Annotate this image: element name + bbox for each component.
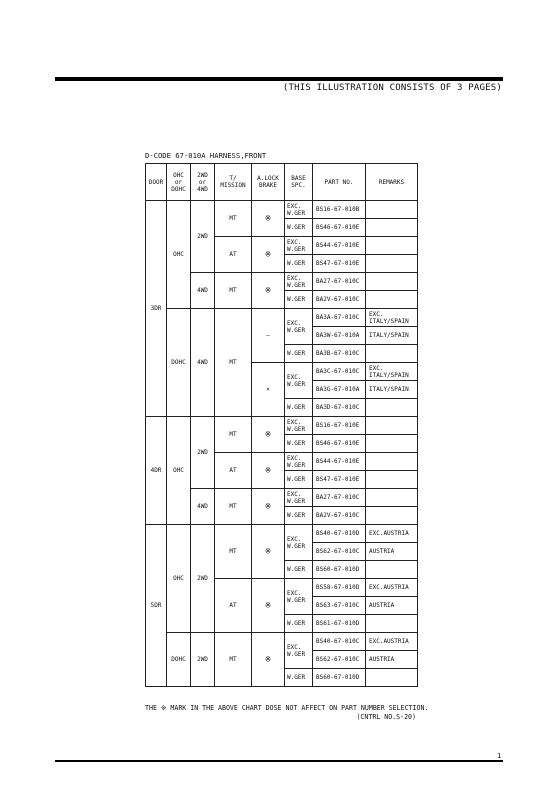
remarks-cell — [366, 489, 418, 507]
abs-mark: ※ — [252, 273, 285, 309]
door-cell: 3DR — [146, 201, 167, 417]
top-rule — [55, 77, 503, 81]
remarks-cell — [366, 417, 418, 435]
col-mission: T/ MISSION — [215, 164, 252, 201]
mission-cell: MT — [215, 633, 252, 687]
remarks-cell — [366, 435, 418, 453]
drive-cell: 4WD — [191, 309, 215, 417]
part-no: BS63-67-010C — [313, 597, 366, 615]
spec-cell: EXC. W.GER — [285, 525, 313, 561]
drive-cell: 2WD — [191, 633, 215, 687]
part-no: BA3A-67-010C — [313, 309, 366, 327]
spec-cell: EXC. W.GER — [285, 417, 313, 435]
remarks-cell: ITALY/SPAIN — [366, 327, 418, 345]
remarks-cell — [366, 453, 418, 471]
remarks-cell — [366, 615, 418, 633]
part-no: BS16-67-010B — [313, 201, 366, 219]
spec-cell: EXC. W.GER — [285, 363, 313, 399]
remarks-cell — [366, 237, 418, 255]
spec-cell: W.GER — [285, 471, 313, 489]
abs-mark: ※ — [252, 417, 285, 453]
spec-cell: EXC. W.GER — [285, 309, 313, 345]
part-no: BS40-67-010C — [313, 633, 366, 651]
mission-cell: MT — [215, 525, 252, 579]
col-2wd-4wd: 2WD or 4WD — [191, 164, 215, 201]
col-ohc-dohc: OHC or DOHC — [167, 164, 191, 201]
part-no: BS46-67-010E — [313, 219, 366, 237]
control-number: (CNTRL NO.S-20) — [356, 713, 416, 721]
remarks-cell — [366, 399, 418, 417]
col-abs: A.LOCK BRAKE — [252, 164, 285, 201]
col-remarks: REMARKS — [366, 164, 418, 201]
remarks-cell — [366, 345, 418, 363]
table-row — [146, 309, 418, 327]
spec-cell: EXC. W.GER — [285, 633, 313, 669]
part-no: BS58-67-010D — [313, 579, 366, 597]
remarks-cell: EXC. ITALY/SPAIN — [366, 363, 418, 381]
part-no: BS46-67-010E — [313, 435, 366, 453]
mission-cell: MT — [215, 417, 252, 453]
remarks-cell — [366, 255, 418, 273]
spec-cell: W.GER — [285, 561, 313, 579]
part-no: BS44-67-010E — [313, 237, 366, 255]
drive-cell: 2WD — [191, 201, 215, 273]
table-row — [146, 525, 418, 543]
spec-cell: W.GER — [285, 669, 313, 687]
drive-cell: 2WD — [191, 525, 215, 633]
engine-cell: DOHC — [167, 633, 191, 687]
door-cell: 5DR — [146, 525, 167, 687]
table-row — [146, 417, 418, 435]
drive-cell: 2WD — [191, 417, 215, 489]
spec-cell: W.GER — [285, 399, 313, 417]
header-row — [146, 164, 418, 201]
remarks-cell: EXC.AUSTRIA — [366, 633, 418, 651]
part-no: BS47-67-010E — [313, 255, 366, 273]
part-no: BA3D-67-010C — [313, 399, 366, 417]
remarks-cell — [366, 273, 418, 291]
part-no: BS47-67-010E — [313, 471, 366, 489]
spec-cell: W.GER — [285, 345, 313, 363]
remarks-cell — [366, 201, 418, 219]
mission-cell: AT — [215, 237, 252, 273]
part-no: BA2V-67-010C — [313, 507, 366, 525]
mission-cell: MT — [215, 201, 252, 237]
harness-selection-table — [145, 163, 418, 687]
remarks-cell: AUSTRIA — [366, 543, 418, 561]
part-no: BS60-67-010D — [313, 561, 366, 579]
abs-dash: — — [252, 309, 285, 363]
spec-cell: W.GER — [285, 219, 313, 237]
spec-cell: EXC. W.GER — [285, 453, 313, 471]
part-no: BS61-67-010D — [313, 615, 366, 633]
bottom-rule — [55, 760, 503, 762]
col-door: DOOR — [146, 164, 167, 201]
part-no: BA27-67-010C — [313, 273, 366, 291]
part-no: BS16-67-010E — [313, 417, 366, 435]
mission-cell: AT — [215, 579, 252, 633]
abs-mark: ※ — [252, 579, 285, 633]
remarks-cell: EXC. ITALY/SPAIN — [366, 309, 418, 327]
part-no: BA3G-67-010A — [313, 381, 366, 399]
abs-mark: ※ — [252, 633, 285, 687]
mission-cell: MT — [215, 489, 252, 525]
table-row — [146, 633, 418, 651]
abs-mark: ※ — [252, 525, 285, 579]
col-base-spc: BASE SPC. — [285, 164, 313, 201]
mission-cell: MT — [215, 273, 252, 309]
spec-cell: W.GER — [285, 435, 313, 453]
remarks-cell — [366, 471, 418, 489]
remarks-cell — [366, 669, 418, 687]
abs-mark: ※ — [252, 489, 285, 525]
part-no: BS40-67-010D — [313, 525, 366, 543]
remarks-cell — [366, 507, 418, 525]
remarks-cell — [366, 219, 418, 237]
remarks-cell — [366, 561, 418, 579]
spec-cell: EXC. W.GER — [285, 489, 313, 507]
part-no: BA27-67-010C — [313, 489, 366, 507]
engine-cell: DOHC — [167, 309, 191, 417]
remarks-cell — [366, 291, 418, 309]
part-no: BA3W-67-010A — [313, 327, 366, 345]
mission-cell: AT — [215, 453, 252, 489]
abs-cross: × — [252, 363, 285, 417]
spec-cell: EXC. W.GER — [285, 273, 313, 291]
part-no: BS60-67-010D — [313, 669, 366, 687]
part-no: BA3C-67-010C — [313, 363, 366, 381]
drive-cell: 4WD — [191, 489, 215, 525]
chart-caption: D-CODE 67-010A HARNESS,FRONT — [145, 151, 267, 160]
abs-mark-footnote: THE ※ MARK IN THE ABOVE CHART DOSE NOT AFFECT ON PART NUMBER SELECTION. — [145, 704, 429, 712]
col-part-no: PART NO. — [313, 164, 366, 201]
mission-cell: MT — [215, 309, 252, 417]
abs-mark: ※ — [252, 237, 285, 273]
spec-cell: W.GER — [285, 291, 313, 309]
remarks-cell: EXC.AUSTRIA — [366, 579, 418, 597]
spec-cell: EXC. W.GER — [285, 237, 313, 255]
page-mark: 1 — [497, 752, 502, 760]
illustration-note: (THIS ILLUSTRATION CONSISTS OF 3 PAGES) — [282, 83, 502, 93]
remarks-cell: AUSTRIA — [366, 597, 418, 615]
spec-cell: W.GER — [285, 255, 313, 273]
spec-cell: EXC. W.GER — [285, 201, 313, 219]
table-row — [146, 201, 418, 219]
spec-cell: W.GER — [285, 507, 313, 525]
spec-cell: EXC. W.GER — [285, 579, 313, 615]
part-no: BS62-67-010C — [313, 543, 366, 561]
spec-cell: W.GER — [285, 615, 313, 633]
abs-mark: ※ — [252, 453, 285, 489]
remarks-cell: EXC.AUSTRIA — [366, 525, 418, 543]
engine-cell: OHC — [167, 525, 191, 633]
engine-cell: OHC — [167, 201, 191, 309]
remarks-cell: AUSTRIA — [366, 651, 418, 669]
part-no: BS44-67-010E — [313, 453, 366, 471]
part-no: BS62-67-010C — [313, 651, 366, 669]
drive-cell: 4WD — [191, 273, 215, 309]
part-no: BA3B-67-010C — [313, 345, 366, 363]
remarks-cell: ITALY/SPAIN — [366, 381, 418, 399]
abs-mark: ※ — [252, 201, 285, 237]
part-no: BA2V-67-010C — [313, 291, 366, 309]
engine-cell: OHC — [167, 417, 191, 525]
door-cell: 4DR — [146, 417, 167, 525]
